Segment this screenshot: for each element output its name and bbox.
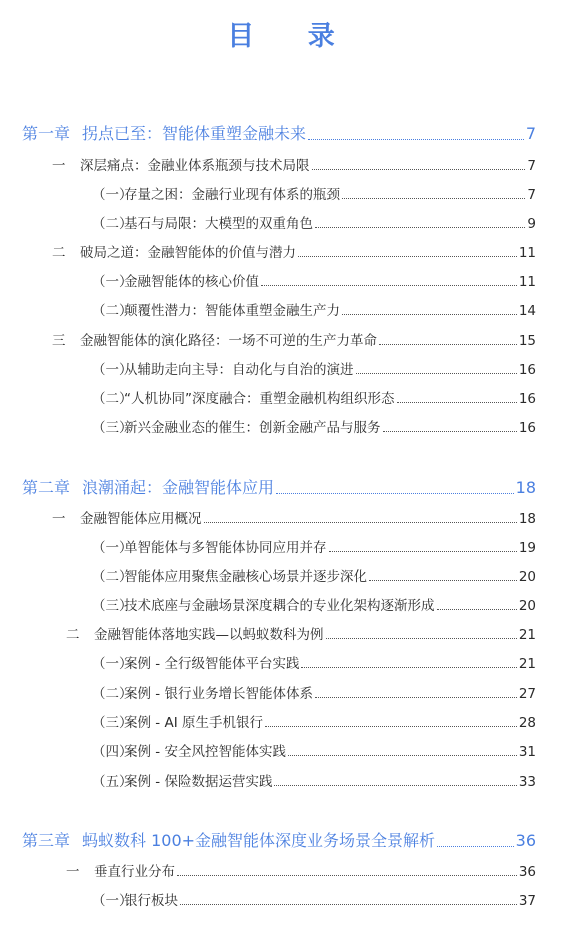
subsection-number: （二） [92,216,133,232]
subsection-title: 案例 - 保险数据运营实践 [124,774,273,790]
subsection-title: 案例 - AI 原生手机银行 [124,715,263,731]
subsection-number: （三） [92,598,133,614]
dot-leader [397,402,517,403]
dot-leader [288,755,517,756]
dot-leader [308,139,524,140]
page-number: 37 [518,893,536,909]
dot-leader [315,227,525,228]
dot-leader [356,373,517,374]
section-title: 金融智能体的演化路径：一场不可逆的生产力革命 [80,333,377,349]
section-number: 一 [66,864,80,880]
toc-subsection[interactable] [92,686,536,702]
toc-subsection[interactable] [92,893,536,909]
dot-leader [265,726,517,727]
subsection-title: 颠覆性潜力：智能体重塑金融生产力 [124,303,340,319]
page-number: 11 [518,274,536,290]
subsection-number: （二） [92,391,133,407]
dot-leader [315,697,517,698]
subsection-number: （五） [92,774,133,790]
page-number: 27 [518,686,536,702]
page-number: 16 [518,420,536,436]
toc-chapter-2[interactable] [22,478,536,498]
page-number: 11 [518,245,536,261]
chapter-number: 第二章 [22,478,71,497]
page-number: 15 [518,333,536,349]
chapter-title: 蚂蚁数科 100+金融智能体深度业务场景全景解析 [82,831,436,850]
subsection-number: （二） [92,686,133,702]
toc-subsection[interactable] [92,303,536,319]
subsection-title: 从辅助走向主导：自动化与自治的演进 [124,362,354,378]
subsection-number: （一） [92,362,133,378]
section-title: 金融智能体应用概况 [80,511,202,527]
page-number: 33 [518,774,536,790]
section-title: 金融智能体落地实践—以蚂蚁数科为例 [94,627,324,643]
dot-leader [261,285,517,286]
toc-subsection[interactable] [92,391,536,407]
subsection-number: （四） [92,744,133,760]
dot-leader [326,638,517,639]
chapter-number: 第一章 [22,124,71,143]
toc-subsection[interactable] [92,274,536,290]
dot-leader [329,551,517,552]
dot-leader [204,522,517,523]
subsection-title: 技术底座与金融场景深度耦合的专业化架构逐渐形成 [124,598,435,614]
subsection-title: 案例 - 银行业务增长智能体体系 [124,686,313,702]
toc-subsection[interactable] [92,362,536,378]
page-number: 9 [527,216,536,232]
subsection-title: 智能体应用聚焦金融核心场景并逐步深化 [124,569,367,585]
toc-subsection[interactable] [92,569,536,585]
dot-leader [274,785,516,786]
section-number: 二 [52,245,66,261]
section-title: 深层痛点：金融业体系瓶颈与技术局限 [80,158,310,174]
page-number: 20 [518,569,536,585]
section-number: 二 [66,627,80,643]
dot-leader [180,904,517,905]
subsection-number: （一） [92,187,133,203]
section-title: 破局之道：金融智能体的价值与潜力 [80,245,296,261]
page-number: 28 [518,715,536,731]
subsection-title: 案例 - 全行级智能体平台实践 [124,656,300,672]
dot-leader [383,431,517,432]
subsection-number: （三） [92,715,133,731]
section-number: 一 [52,511,66,527]
section-number: 一 [52,158,66,174]
page-number: 21 [518,627,536,643]
toc-subsection[interactable] [92,715,536,731]
dot-leader [342,314,517,315]
toc-section[interactable] [52,511,536,527]
toc-subsection[interactable] [92,216,536,232]
page-number: 7 [527,187,536,203]
subsection-number: （三） [92,420,133,436]
toc-chapter-1[interactable] [22,124,536,144]
toc-chapter-3[interactable] [22,831,536,851]
dot-leader [301,667,516,668]
page-number: 36 [518,864,536,880]
subsection-title: “人机协同”深度融合：重塑金融机构组织形态 [124,391,395,407]
toc-subsection[interactable] [92,540,536,556]
subsection-number: （二） [92,303,133,319]
subsection-number: （一） [92,893,133,909]
toc-subsection[interactable] [92,598,536,614]
subsection-number: （二） [92,569,133,585]
subsection-title: 新兴金融业态的催生：创新金融产品与服务 [124,420,381,436]
toc-section[interactable] [52,333,536,349]
toc-section[interactable] [66,864,536,880]
subsection-title: 银行板块 [124,893,178,909]
page-number: 36 [515,831,536,850]
dot-leader [177,875,517,876]
page-title: 目 录 [227,21,357,52]
chapter-title: 拐点已至：智能体重塑金融未来 [82,124,307,143]
subsection-number: （一） [92,656,133,672]
dot-leader [312,169,526,170]
page-number: 20 [518,598,536,614]
section-title: 垂直行业分布 [94,864,175,880]
section-number: 三 [52,333,66,349]
page-number: 31 [518,744,536,760]
toc-section[interactable] [52,158,536,174]
subsection-title: 金融智能体的核心价值 [124,274,259,290]
dot-leader [379,344,517,345]
page-number: 16 [518,362,536,378]
dot-leader [342,198,525,199]
page-number: 18 [518,511,536,527]
dot-leader [437,846,514,847]
page-number: 19 [518,540,536,556]
page-number: 7 [527,158,536,174]
page-number: 16 [518,391,536,407]
page-number: 18 [515,478,536,497]
dot-leader [437,609,517,610]
toc-section[interactable] [52,245,536,261]
page-number: 14 [518,303,536,319]
dot-leader [298,256,517,257]
dot-leader [369,580,517,581]
dot-leader [276,493,514,494]
toc-section[interactable] [66,627,536,643]
subsection-title: 基石与局限：大模型的双重角色 [124,216,313,232]
subsection-title: 单智能体与多智能体协同应用并存 [124,540,327,556]
chapter-number: 第三章 [22,831,71,850]
subsection-title: 案例 - 安全风控智能体实践 [124,744,286,760]
toc-subsection[interactable] [92,656,536,672]
page-number: 7 [525,124,536,143]
toc-subsection[interactable] [92,774,536,790]
subsection-number: （一） [92,274,133,290]
toc-subsection[interactable] [92,187,536,203]
page-number: 21 [518,656,536,672]
subsection-number: （一） [92,540,133,556]
subsection-title: 存量之困：金融行业现有体系的瓶颈 [124,187,340,203]
chapter-title: 浪潮涌起：金融智能体应用 [82,478,275,497]
toc-subsection[interactable] [92,744,536,760]
toc-subsection[interactable] [92,420,536,436]
